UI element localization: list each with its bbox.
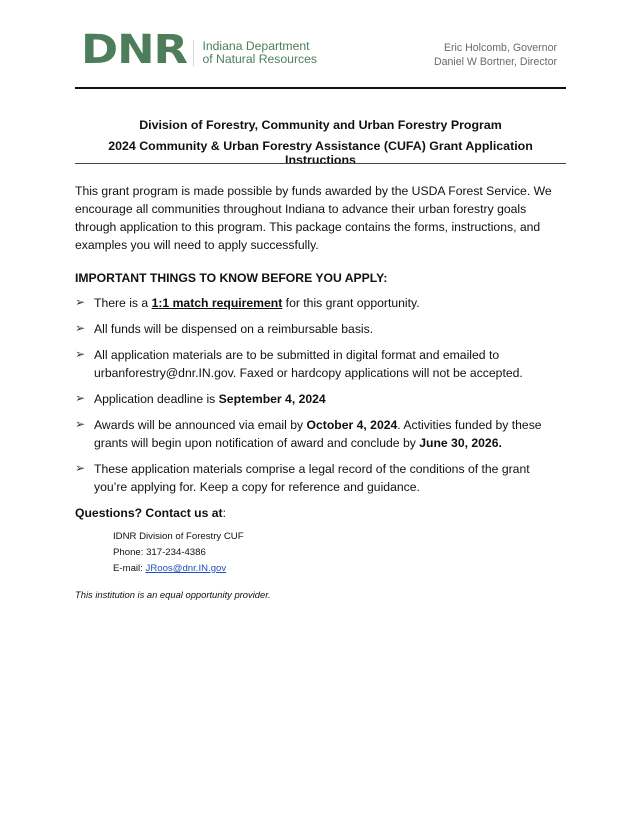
list-item — [75, 294, 565, 312]
contact-phone: Phone: 317-234-4386 — [113, 547, 206, 558]
email-label: E-mail: — [113, 563, 146, 574]
logo-mark: DNR — [81, 27, 187, 73]
conclusion-date: June 30, 2026. — [419, 436, 502, 450]
bullet-text: . Activities funded by these grants will begin upon notification of award and conclude by — [94, 418, 542, 450]
list-item — [75, 390, 565, 408]
document-title-line-2: 2024 Community & Urban Forestry Assistance (CUFA) Grant Application Instructions — [108, 139, 533, 167]
arrow-bullet-icon: ➢ — [75, 461, 86, 475]
document-title-line-1: Division of Forestry, Community and Urban Forestry Program — [139, 118, 502, 132]
important-heading: IMPORTANT THINGS TO KNOW BEFORE YOU APPLY: — [75, 271, 388, 285]
arrow-bullet-icon: ➢ — [75, 321, 86, 335]
intro-paragraph: This grant program is made possible by funds awarded by the USDA Forest Service. We encourage all communities throughout Indiana to advance their urban forestry goals through application to this program. This package contains the forms, instructions, and examples you will need to apply successfully. — [75, 184, 552, 252]
questions-label: Questions? Contact us at — [75, 506, 223, 520]
bullet-text: for this grant opportunity. — [282, 296, 420, 310]
title-divider — [75, 163, 566, 164]
list-item — [75, 346, 565, 382]
arrow-bullet-icon: ➢ — [75, 295, 86, 309]
logo-line-2: of Natural Resources — [202, 52, 317, 66]
contact-org: IDNR Division of Forestry CUF — [113, 531, 244, 542]
contact-block — [113, 529, 565, 577]
agency-logo — [81, 27, 317, 73]
arrow-bullet-icon: ➢ — [75, 417, 86, 431]
governor-name: Eric Holcomb, Governor — [443, 42, 557, 54]
questions-colon: : — [222, 506, 227, 520]
officials-block — [434, 41, 557, 69]
equal-opportunity-note: This institution is an equal opportunity provider. — [75, 589, 271, 600]
bullet-text: All funds will be dispensed on a reimbursable basis. — [94, 322, 374, 336]
bullet-text: Awards will be announced via email by — [94, 418, 307, 432]
bullet-text: Application deadline is — [94, 392, 219, 406]
arrow-bullet-icon: ➢ — [75, 391, 86, 405]
list-item — [75, 320, 565, 338]
deadline-date: September 4, 2024 — [218, 392, 326, 406]
award-date: October 4, 2024 — [306, 418, 398, 432]
bullet-text: There is a — [94, 296, 152, 310]
arrow-bullet-icon: ➢ — [75, 347, 86, 361]
logo-agency-name — [193, 40, 316, 66]
email-link[interactable]: JRoos@dnr.IN.gov — [145, 563, 227, 574]
header-divider — [75, 87, 566, 89]
requirements-list — [75, 294, 565, 496]
list-item — [75, 416, 565, 452]
director-name: Daniel W Bortner, Director — [433, 56, 557, 68]
logo-line-1: Indiana Department — [202, 39, 310, 53]
list-item — [75, 460, 565, 496]
document-body — [75, 182, 565, 604]
match-requirement: 1:1 match requirement — [151, 296, 283, 310]
bullet-text: These application materials comprise a legal record of the conditions of the grant you’re applying for. Keep a copy for reference and guidance. — [94, 462, 530, 494]
contact-email-row — [113, 561, 565, 577]
questions-heading — [75, 504, 565, 522]
bullet-text: All application materials are to be submitted in digital format and emailed to urbanforestry@dnr.IN.gov. Faxed or hardcopy applications will not be accepted. — [94, 348, 523, 380]
